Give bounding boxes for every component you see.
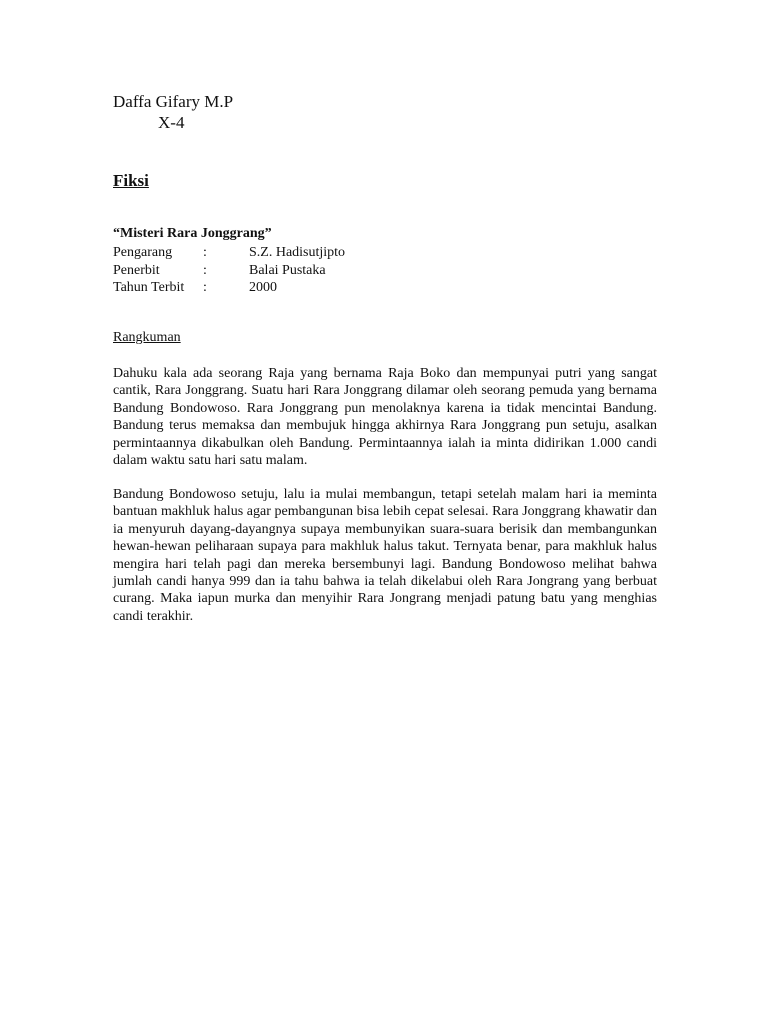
detail-row-year <box>113 279 345 297</box>
detail-separator: : <box>203 262 207 278</box>
detail-value: 2000 <box>249 280 277 295</box>
detail-row-publisher <box>113 262 345 280</box>
detail-separator: : <box>203 245 207 260</box>
summary-heading: Rangkuman <box>113 330 181 345</box>
summary-paragraph: Bandung Bondowoso setuju, lalu ia mulai membangun, tetapi setelah malam hari ia meminta bantuan makhluk halus agar pembangunan bisa lebih cepat selesai. Rara Jonggrang khawatir dan ia menyuruh dayang-dayangnya supaya membunyikan suara-suara berisik dan membangunkan hewan-hewan peliharaan supaya para makhluk halus takut. Ternyata benar, para makhluk halus mengira hari telah pagi dan mereka bersembunyi lagi. Bandung Bondowoso melihat bahwa jumlah candi hanya 999 dan ia tahu bahwa ia telah dikelabui oleh Rara Jongrang yang berbuat curang. Maka iapun murka dan menyihir Rara Jongrang menjadi patung batu yang menghias candi terakhir. <box>113 487 657 624</box>
book-details <box>113 244 345 297</box>
section-title: Fiksi <box>113 171 149 190</box>
book-title: “Misteri Rara Jonggrang” <box>113 226 272 241</box>
detail-label: Tahun Terbit <box>113 280 185 295</box>
detail-label: Penerbit <box>113 262 160 278</box>
detail-label: Pengarang <box>113 245 173 260</box>
detail-row-author <box>113 244 345 262</box>
detail-value: Balai Pustaka <box>249 262 326 278</box>
author-name: Daffa Gifary M.P <box>113 92 234 111</box>
class-label: X-4 <box>158 113 185 132</box>
detail-value: S.Z. Hadisutjipto <box>249 245 346 260</box>
summary-paragraph: Dahuku kala ada seorang Raja yang bernama Raja Boko dan mempunyai putri yang sangat cantik, Rara Jonggrang. Suatu hari Rara Jonggrang dilamar oleh seorang pemuda yang bernama Bandung Bondowoso. Rara Jonggrang pun menolaknya karena ia tidak mencintai Bandung. Bandung terus memaksa dan membujuk hingga akhirnya Rara Jonggrang pun setuju, asalkan permintaannya dikabulkan oleh Bandung. Permintaannya ialah ia minta didirikan 1.000 candi dalam waktu satu hari satu malam. <box>113 366 657 469</box>
detail-separator: : <box>203 280 207 295</box>
